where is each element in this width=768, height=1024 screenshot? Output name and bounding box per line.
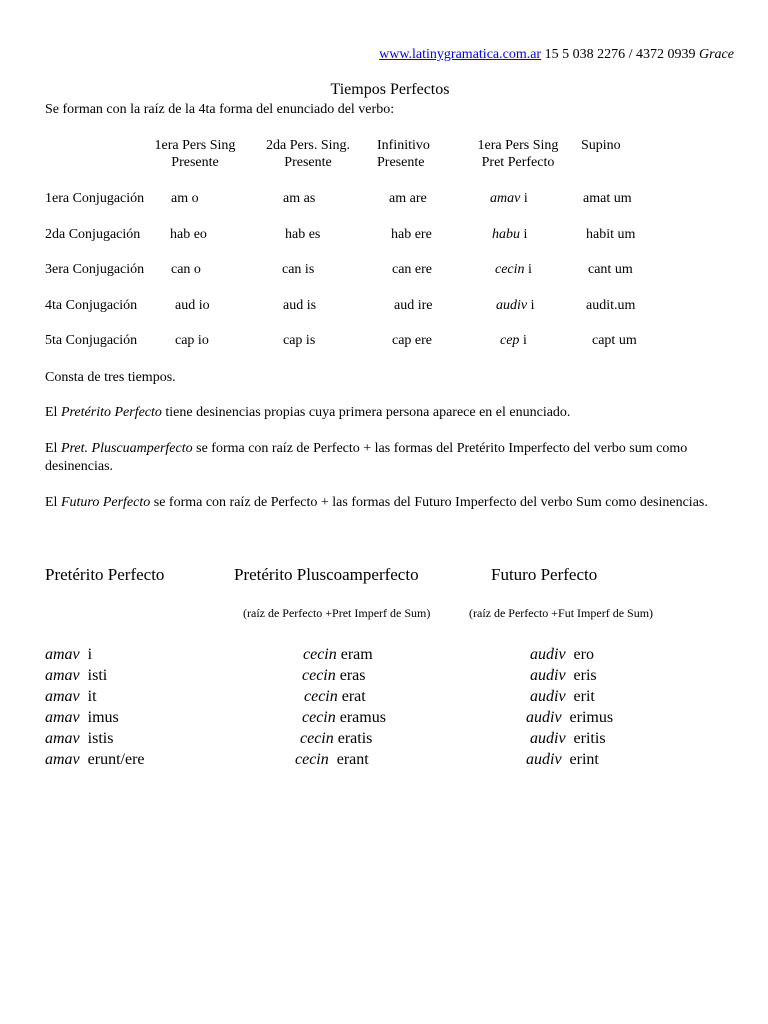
form-1sg-perfect: amav i xyxy=(490,191,528,206)
form-1sg-perfect: cecin i xyxy=(495,262,532,277)
heading-preterito-perfecto: Pretérito Perfecto xyxy=(45,565,165,584)
table-header-4: 1era Pers Sing Pret Perfecto xyxy=(477,138,559,170)
list-item: audiv eris xyxy=(530,667,597,684)
list-item: amav it xyxy=(45,688,97,705)
list-item: amav imus xyxy=(45,709,119,726)
row-label: 1era Conjugación xyxy=(45,191,145,206)
form-supine: habit um xyxy=(586,227,636,242)
paragraph-pluscuamperfecto: El Pret. Pluscuamperfecto se forma con raíz de Perfecto + las formas del Pretérito Imperfecto del verbo sum como desinencias. xyxy=(45,441,688,474)
phone-numbers: 15 5 038 2276 / 4372 0939 xyxy=(541,47,699,62)
row-label: 2da Conjugación xyxy=(45,227,141,242)
paragraph-futuro-perfecto: El Futuro Perfecto se forma con raíz de Perfecto + las formas del Futuro Imperfecto del verbo Sum como desinencias. xyxy=(45,495,708,510)
paragraph-three-tenses: Consta de tres tiempos. xyxy=(45,370,176,385)
heading-futuro-perfecto: Futuro Perfecto xyxy=(491,565,598,584)
column-preterito-perfecto xyxy=(45,644,145,770)
form-infinitive: hab ere xyxy=(391,227,432,242)
subtitle-futuro-perfecto: (raíz de Perfecto +Fut Imperf de Sum) xyxy=(469,606,654,620)
table-header-1: 1era Pers Sing Presente xyxy=(154,138,236,170)
paragraph-preterito-perfecto: El Pretérito Perfecto tiene desinencias propias cuya primera persona aparece en el enunciado. xyxy=(45,405,571,420)
form-2sg-present: am as xyxy=(283,191,316,206)
form-2sg-present: aud is xyxy=(283,298,317,313)
heading-pluscuamperfecto: Pretérito Pluscoamperfecto xyxy=(234,565,419,584)
list-item: amav istis xyxy=(45,730,114,747)
list-item: amav i xyxy=(45,646,93,663)
list-item: audiv erimus xyxy=(526,709,614,726)
form-1sg-present: hab eo xyxy=(170,227,207,242)
list-item: cecin eratis xyxy=(300,730,373,747)
form-infinitive: cap ere xyxy=(392,333,433,348)
table-header-3: Infinitivo Presente xyxy=(377,138,430,170)
row-label: 5ta Conjugación xyxy=(45,333,138,348)
list-item: audiv ero xyxy=(530,646,594,663)
table-row xyxy=(0,332,768,349)
table-row xyxy=(0,297,768,314)
author-name: Grace xyxy=(699,47,734,62)
list-item: cecin eram xyxy=(303,646,373,663)
form-1sg-perfect: cep i xyxy=(500,333,527,348)
row-label: 3era Conjugación xyxy=(45,262,145,277)
list-item: audiv eritis xyxy=(530,730,606,747)
form-supine: audit.um xyxy=(586,298,636,313)
page-title: Tiempos Perfectos xyxy=(330,81,450,98)
form-2sg-present: hab es xyxy=(285,227,321,242)
table-header-2: 2da Pers. Sing. Presente xyxy=(266,138,350,170)
form-infinitive: can ere xyxy=(392,262,433,277)
list-item: amav erunt/ere xyxy=(45,751,145,768)
form-infinitive: am are xyxy=(389,191,427,206)
list-item: cecin eramus xyxy=(302,709,386,726)
form-infinitive: aud ire xyxy=(394,298,433,313)
table-row xyxy=(0,261,768,278)
list-item: cecin erat xyxy=(304,688,366,705)
form-supine: amat um xyxy=(583,191,632,206)
list-item: cecin erant xyxy=(295,751,369,768)
list-item: cecin eras xyxy=(302,667,366,684)
form-1sg-perfect: audiv i xyxy=(496,298,535,313)
intro-text: Se forman con la raíz de la 4ta forma del enunciado del verbo: xyxy=(45,102,395,117)
table-row xyxy=(0,190,768,207)
form-2sg-present: cap is xyxy=(283,333,316,348)
form-2sg-present: can is xyxy=(282,262,315,277)
table-row xyxy=(0,226,768,243)
list-item: amav isti xyxy=(45,667,108,684)
list-item: audiv erit xyxy=(530,688,595,705)
form-supine: cant um xyxy=(588,262,633,277)
form-1sg-present: aud io xyxy=(175,298,210,313)
row-label: 4ta Conjugación xyxy=(45,298,138,313)
subtitle-pluscuamperfecto: (raíz de Perfecto +Pret Imperf de Sum) xyxy=(243,606,431,620)
form-supine: capt um xyxy=(592,333,637,348)
form-1sg-present: am o xyxy=(171,191,199,206)
list-item: audiv erint xyxy=(526,751,599,768)
website-link[interactable]: www.latinygramatica.com.ar xyxy=(379,47,542,62)
table-header-5: Supino xyxy=(581,138,621,153)
form-1sg-present: cap io xyxy=(175,333,209,348)
form-1sg-present: can o xyxy=(171,262,201,277)
form-1sg-perfect: habu i xyxy=(492,227,528,242)
header-line xyxy=(379,46,734,63)
